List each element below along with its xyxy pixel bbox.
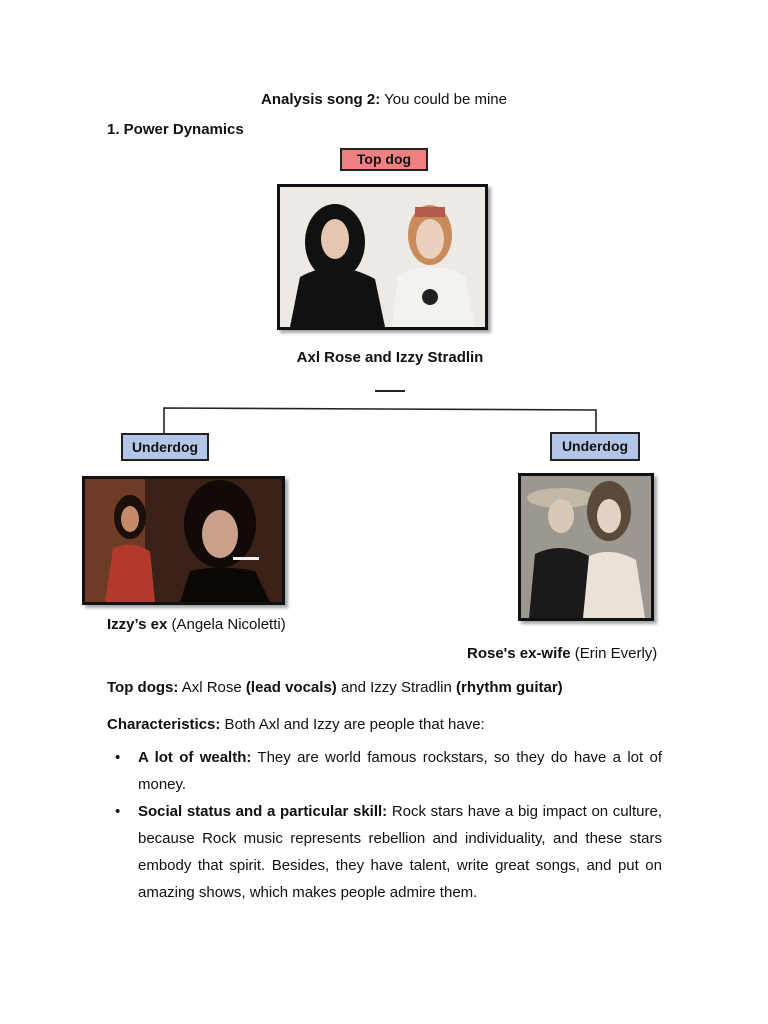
photo-izzy-ex xyxy=(82,476,285,605)
section-heading: 1. Power Dynamics xyxy=(107,121,244,138)
bullet-icon: • xyxy=(115,803,121,820)
list-item-text: They are world famous rockstars, so they do have a lot of money. xyxy=(138,749,662,793)
rose-ex-wife-caption xyxy=(467,645,657,662)
top-dogs-role-a: (lead vocals) xyxy=(245,679,337,696)
characteristics-list xyxy=(107,744,662,906)
top-dogs-text-c: and Izzy Stradlin xyxy=(336,679,457,696)
list-item-bold: A lot of wealth: xyxy=(138,749,252,766)
photo-axl-izzy-image xyxy=(280,187,485,327)
underline-mark xyxy=(375,390,405,392)
top-dogs-role-b: (rhythm guitar) xyxy=(456,679,563,696)
izzy-ex-caption xyxy=(107,616,286,633)
top-dog-label: Top dog xyxy=(340,148,428,171)
title-bold: Analysis song 2: xyxy=(261,91,381,108)
list-item-text: Rock stars have a big impact on culture, because Rock music represents rebellion and individuality, and these stars embody that spirit. Besides, they have talent, write great songs, and put on amazing shows, which makes people admire them. xyxy=(138,803,662,901)
list-item-bold: Social status and a particular skill: xyxy=(138,803,388,820)
rose-ex-wife-caption-rest: (Erin Everly) xyxy=(570,645,658,662)
izzy-ex-caption-bold: Izzy’s ex xyxy=(107,616,168,633)
top-dogs-paragraph xyxy=(107,674,662,701)
characteristics-paragraph xyxy=(107,711,662,738)
title-rest: You could be mine xyxy=(380,91,507,108)
photo-rose-ex-wife-image xyxy=(521,476,651,618)
main-photo-caption: Axl Rose and Izzy Stradlin xyxy=(296,349,484,366)
characteristics-label: Characteristics: xyxy=(107,716,221,733)
top-dogs-text-a: Axl Rose xyxy=(178,679,246,696)
list-item xyxy=(107,744,662,798)
izzy-ex-caption-rest: (Angela Nicoletti) xyxy=(167,616,286,633)
photo-izzy-ex-image xyxy=(85,479,282,602)
list-item xyxy=(107,798,662,906)
hierarchy-connector xyxy=(160,405,600,437)
bullet-icon: • xyxy=(115,749,121,766)
photo-axl-izzy xyxy=(277,184,488,330)
underdog-label-left: Underdog xyxy=(121,433,209,461)
rose-ex-wife-caption-bold: Rose's ex-wife xyxy=(467,645,571,662)
photo-rose-ex-wife xyxy=(518,473,654,621)
underdog-label-right: Underdog xyxy=(550,432,640,461)
top-dogs-label: Top dogs: xyxy=(107,679,179,696)
document-title xyxy=(0,91,768,108)
characteristics-text: Both Axl and Izzy are people that have: xyxy=(220,716,485,733)
